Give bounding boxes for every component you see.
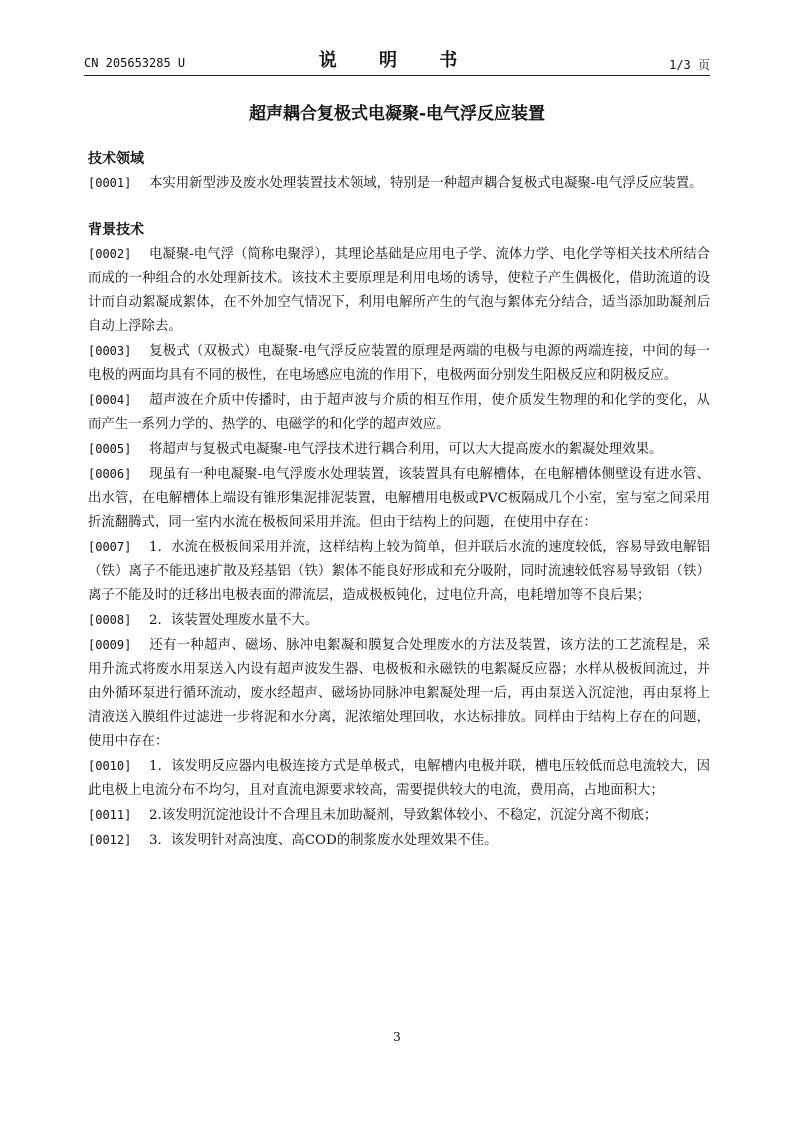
header-divider	[84, 75, 710, 76]
paragraph-number: [0003]	[88, 344, 132, 358]
paragraph	[88, 608, 710, 633]
paragraph-number: [0007]	[88, 540, 132, 554]
paragraph-text: 2.该发明沉淀池设计不合理且未加助凝剂，导致絮体较小、不稳定，沉淀分离不彻底；	[149, 808, 658, 823]
paragraph	[88, 339, 710, 388]
paragraph-number: [0012]	[88, 833, 132, 847]
paragraph-text: 本实用新型涉及废水处理装置技术领域，特别是一种超声耦合复极式电凝聚-电气浮反应装置。	[149, 176, 703, 191]
page-indicator: 1/3 页	[669, 58, 710, 72]
paragraph-number: [0002]	[88, 247, 132, 261]
paragraph-text: 1．该发明反应器内电极连接方式是单极式，电解槽内电极并联，槽电压较低而总电流较大，因此电极上电流分布不均匀，且对直流电源要求较高，需要提供较大的电流，费用高，占地面积大；	[88, 759, 710, 798]
section-heading-background: 背景技术	[88, 222, 144, 238]
page-header	[84, 44, 710, 76]
paragraph-number: [0001]	[88, 176, 132, 190]
paragraph-number: [0005]	[88, 442, 132, 456]
paragraph-text: 2．该装置处理废水量不大。	[149, 613, 319, 628]
document-type: 说 明 书	[318, 50, 476, 71]
paragraph-number: [0009]	[88, 638, 132, 652]
section-heading-technical-field: 技术领域	[88, 151, 144, 167]
paragraph-number: [0010]	[88, 759, 132, 773]
paragraph-text: 现虽有一种电凝聚-电气浮废水处理装置，该装置具有电解槽体，在电解槽体侧壁设有进水管、出水管，在电解槽体上端设有锥形集泥排泥装置，电解槽用电极或PVC板隔成几个小室，室与室之间采用折流翻腾式，同一室内水流在极板间采用并流。但由于结构上的问题，在使用中存在：	[88, 467, 710, 530]
paragraph-text: 超声波在介质中传播时，由于超声波与介质的相互作用，使介质发生物理的和化学的变化，从而产生一系列力学的、热学的、电磁学的和化学的超声效应。	[88, 393, 710, 432]
paragraph	[88, 535, 710, 608]
paragraph-text: 3．该发明针对高浊度、高COD的制浆废水处理效果不佳。	[149, 833, 498, 848]
paragraph-number: [0011]	[88, 808, 132, 822]
page-number: 3	[393, 1030, 401, 1044]
paragraph	[88, 754, 710, 803]
paragraph	[88, 171, 710, 196]
paragraph	[88, 437, 710, 462]
paragraph-number: [0006]	[88, 467, 132, 481]
paragraph	[88, 462, 710, 535]
paragraph-text: 将超声与复极式电凝聚-电气浮技术进行耦合利用，可以大大提高废水的絮凝处理效果。	[149, 442, 663, 457]
paragraph	[88, 242, 710, 339]
paragraph-number: [0008]	[88, 613, 132, 627]
patent-number: CN 205653285 U	[84, 56, 186, 70]
paragraph-text: 还有一种超声、磁场、脉冲电絮凝和膜复合处理废水的方法及装置，该方法的工艺流程是，采用升流式将废水用泵送入内设有超声波发生器、电极板和永磁铁的电絮凝反应器；水样从极板间流过，并由外循环泵进行循环流动，废水经超声、磁场协同脉冲电絮凝处理一后，再由泵送入沉淀池，再由泵将上清液送入膜组件过滤进一步将泥和水分离，泥浓缩处理回收，水达标排放。同样由于结构上存在的问题，使用中存在：	[88, 638, 710, 749]
paragraph	[88, 828, 710, 853]
document-body	[88, 147, 710, 853]
document-title: 超声耦合复极式电凝聚-电气浮反应装置	[248, 104, 546, 124]
paragraph	[88, 633, 710, 754]
paragraph-text: 1．水流在极板间采用并流，这样结构上较为简单，但并联后水流的速度较低，容易导致电解铝（铁）离子不能迅速扩散及羟基铝（铁）絮体不能良好形成和充分吸附，同时流速较低容易导致铝（铁）离子不能及时的迁移出电极表面的滞流层，造成极板钝化，过电位升高，电耗增加等不良后果；	[88, 540, 710, 603]
paragraph-number: [0004]	[88, 393, 132, 407]
paragraph-text: 电凝聚-电气浮（简称电聚浮），其理论基础是应用电子学、流体力学、电化学等相关技术所结合而成的一种组合的水处理新技术。该技术主要原理是利用电场的诱导，使粒子产生偶极化，借助流道的设计而自动絮凝成絮体，在不外加空气情况下，利用电解所产生的气泡与絮体充分结合，适当添加助凝剂后自动上浮除去。	[88, 247, 710, 334]
paragraph	[88, 803, 710, 828]
paragraph-text: 复极式（双极式）电凝聚-电气浮反应装置的原理是两端的电极与电源的两端连接，中间的每一电极的两面均具有不同的极性，在电场感应电流的作用下，电极两面分别发生阳极反应和阴极反应。	[88, 344, 710, 383]
paragraph	[88, 388, 710, 437]
